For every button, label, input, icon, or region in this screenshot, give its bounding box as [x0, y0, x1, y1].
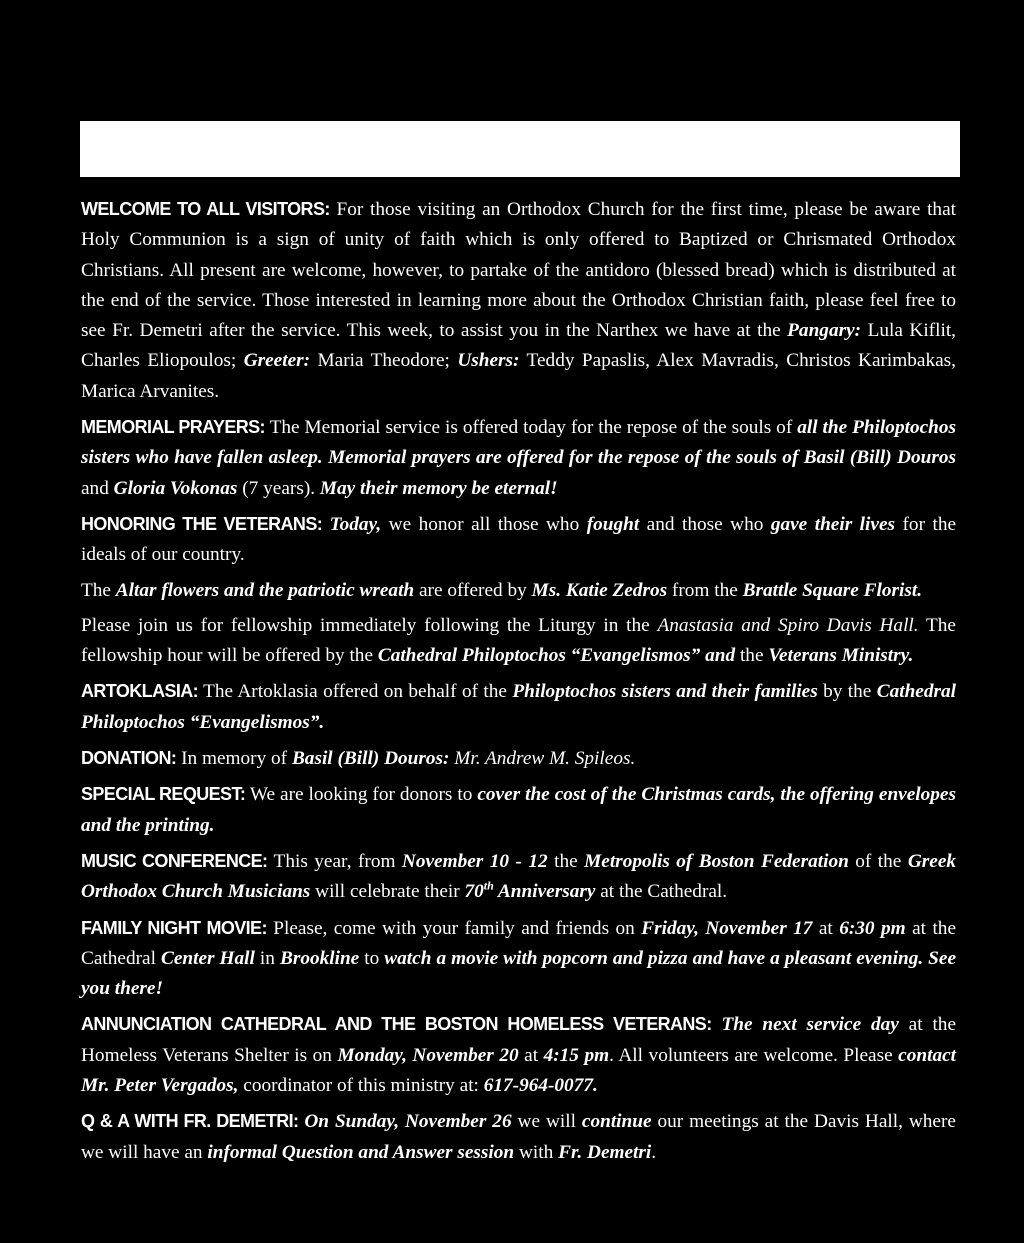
announcement-artoklasia: [81, 676, 956, 738]
announcement-heading: HONORING THE VETERANS:: [81, 513, 323, 534]
body-text: . All volunteers are welcome. Please: [609, 1044, 899, 1066]
body-text: In memory of: [176, 748, 292, 770]
body-text: are offered by: [414, 579, 532, 601]
body-text: at: [518, 1044, 544, 1066]
announcement-altar-flowers: [81, 576, 956, 606]
body-text: at the Homeless Veterans Shelter is on: [81, 1014, 957, 1066]
announcement-welcome-visitors: [81, 194, 956, 407]
announcement-heading: Q & A WITH FR. DEMETRI:: [81, 1111, 299, 1132]
announcement-memorial-prayers: [81, 412, 956, 504]
body-text: the: [547, 850, 585, 872]
emphasis-text: Greek Orthodox Church Musicians: [81, 850, 957, 903]
emphasis-text: May their memory be eternal!: [319, 477, 558, 499]
announcement-q-and-a: [81, 1106, 956, 1168]
announcement-heading: ARTOKLASIA:: [81, 681, 199, 702]
emphasis-text: Ushers:: [457, 350, 520, 372]
superscript-text: th: [483, 878, 494, 893]
body-text: by the: [817, 681, 877, 703]
emphasis-text: Cathedral Philoptochos “Evangelismos”.: [81, 681, 956, 733]
body-text: The: [81, 579, 116, 601]
announcement-donation: [81, 743, 956, 774]
announcement-family-night-movie: [81, 913, 956, 1005]
body-text: of the: [848, 850, 908, 872]
body-text: Please, come with your family and friends on: [266, 917, 642, 939]
emphasis-text: fought: [586, 513, 640, 535]
emphasis-text: Veterans Ministry.: [768, 645, 914, 667]
body-text: at the Cathedral.: [595, 881, 728, 903]
emphasis-text: contact Mr. Peter Vergados,: [81, 1044, 957, 1097]
body-text: Please join us for fellowship immediately following the Liturgy in the: [81, 614, 658, 636]
emphasis-text: On Sunday, November 26: [304, 1111, 512, 1133]
emphasis-text: Ms. Katie Zedros: [531, 579, 668, 601]
emphasis-text: November 10 - 12: [401, 850, 548, 872]
body-text: with: [514, 1141, 559, 1163]
announcement-heading: MEMORIAL PRAYERS:: [81, 417, 265, 438]
body-text: The fellowship hour will be offered by the: [81, 614, 956, 667]
announcement-heading: MUSIC CONFERENCE:: [81, 850, 268, 871]
emphasis-text: 617-964-0077.: [483, 1075, 598, 1097]
emphasis-text: Gloria Vokonas: [113, 477, 238, 499]
body-text: from the: [667, 579, 743, 601]
body-text: The Memorial service is offered today for the repose of the souls of: [264, 417, 798, 439]
body-text: Maria Theodore;: [310, 350, 458, 372]
body-text: We are looking for donors to: [245, 784, 478, 806]
announcement-heading: DONATION:: [81, 748, 177, 769]
emphasis-text: Today,: [329, 513, 382, 535]
body-text: at the Cathedral: [81, 917, 956, 969]
emphasis-text: watch a movie with popcorn and pizza and have a pleasant evening. See you there!: [81, 947, 957, 1000]
body-text: to: [359, 947, 385, 969]
body-text: at: [812, 917, 840, 939]
body-text: in: [254, 947, 280, 969]
emphasis-text: Altar flowers and the patriotic wreath: [115, 579, 415, 601]
body-text: The Artoklasia offered on behalf of the: [198, 681, 513, 703]
announcement-special-request: [81, 779, 956, 841]
announcement-heading: FAMILY NIGHT MOVIE:: [81, 917, 267, 938]
emphasis-text: Basil (Bill) Douros:: [291, 748, 450, 770]
announcement-heading: SPECIAL REQUEST:: [81, 784, 246, 805]
emphasis-text: informal Question and Answer session: [207, 1141, 515, 1163]
emphasis-text: continue: [581, 1111, 652, 1133]
body-text: we honor all those who: [381, 513, 587, 535]
emphasis-text: Greeter:: [243, 350, 311, 372]
announcement-honoring-veterans: [81, 509, 956, 571]
body-text: Teddy Papaslis, Alex Mavradis, Christos Karimbakas, Marica Arvanites.: [81, 350, 957, 402]
announcement-heading: ANNUNCIATION CATHEDRAL AND THE BOSTON HOMELESS VETERANS:: [81, 1014, 712, 1035]
emphasis-text: Metropolis of Boston Federation: [584, 850, 849, 872]
body-text: and: [81, 477, 114, 499]
body-text: .: [651, 1141, 657, 1163]
emphasis-text: gave their lives: [770, 513, 896, 535]
body-text: our meetings at the Davis Hall, where we will have an: [81, 1111, 956, 1163]
emphasis-text: 70: [464, 881, 484, 903]
announcement-heading: WELCOME TO ALL VISITORS:: [81, 199, 330, 219]
emphasis-text: Brattle Square Florist.: [742, 579, 923, 601]
body-text: [322, 514, 329, 535]
announcement-music-conference: [81, 846, 956, 908]
body-text: Lula Kiflit, Charles Eliopoulos;: [81, 320, 956, 372]
emphasis-text: Pangary:: [787, 320, 862, 342]
emphasis-text: Monday, November 20: [337, 1044, 519, 1066]
announcements: [81, 194, 956, 1173]
emphasis-text: Philoptochos sisters and their families: [512, 681, 818, 703]
body-text: we will: [511, 1111, 582, 1133]
body-text: the: [735, 645, 769, 667]
emphasis-text: Friday, November 17: [641, 917, 813, 939]
body-text: and those who: [639, 513, 771, 535]
emphasis-text: Center Hall: [160, 947, 255, 969]
emphasis-text: all the Philoptochos sisters who have fallen asleep. Memorial prayers are offered for the repose of the souls of Basil (Bill) Douros: [81, 417, 957, 469]
italic-text: Mr. Andrew M. Spileos.: [454, 748, 636, 770]
emphasis-text: Fr. Demetri: [558, 1141, 652, 1163]
emphasis-text: cover the cost of the Christmas cards, the offering envelopes and the printing.: [81, 784, 956, 836]
announcement-homeless-veterans: [81, 1009, 956, 1101]
body-text: (7 years).: [237, 477, 320, 499]
body-text: for the ideals of our country.: [81, 513, 957, 566]
title-banner: [80, 121, 960, 177]
emphasis-text: 4:15 pm: [543, 1044, 610, 1066]
announcement-fellowship: [81, 611, 956, 672]
body-text: [712, 1014, 722, 1035]
body-text: For those visiting an Orthodox Church for the first time, please be aware that Holy Communion is a sign of unity of faith which is only offered to Baptized or Chrismated Orthodox Christians. All present are welcome, however, to partake of the antidoro (blessed bread) which is distributed at the end of the service. Those interested in learning more about the Orthodox Christian faith, please feel free to see Fr. Demetri after the service. This week, to assist you in the Narthex we have at the: [81, 199, 956, 342]
italic-text: Anastasia and Spiro Davis Hall.: [657, 614, 919, 636]
body-text: will celebrate their: [310, 881, 465, 903]
emphasis-text: The next service day: [721, 1014, 899, 1036]
emphasis-text: Brookline: [279, 947, 360, 969]
body-text: This year, from: [267, 850, 402, 872]
emphasis-text: 6:30 pm: [839, 917, 906, 939]
emphasis-text: Anniversary: [493, 881, 596, 903]
body-text: coordinator of this ministry at:: [238, 1075, 484, 1097]
emphasis-text: Cathedral Philoptochos “Evangelismos” and: [377, 645, 736, 667]
